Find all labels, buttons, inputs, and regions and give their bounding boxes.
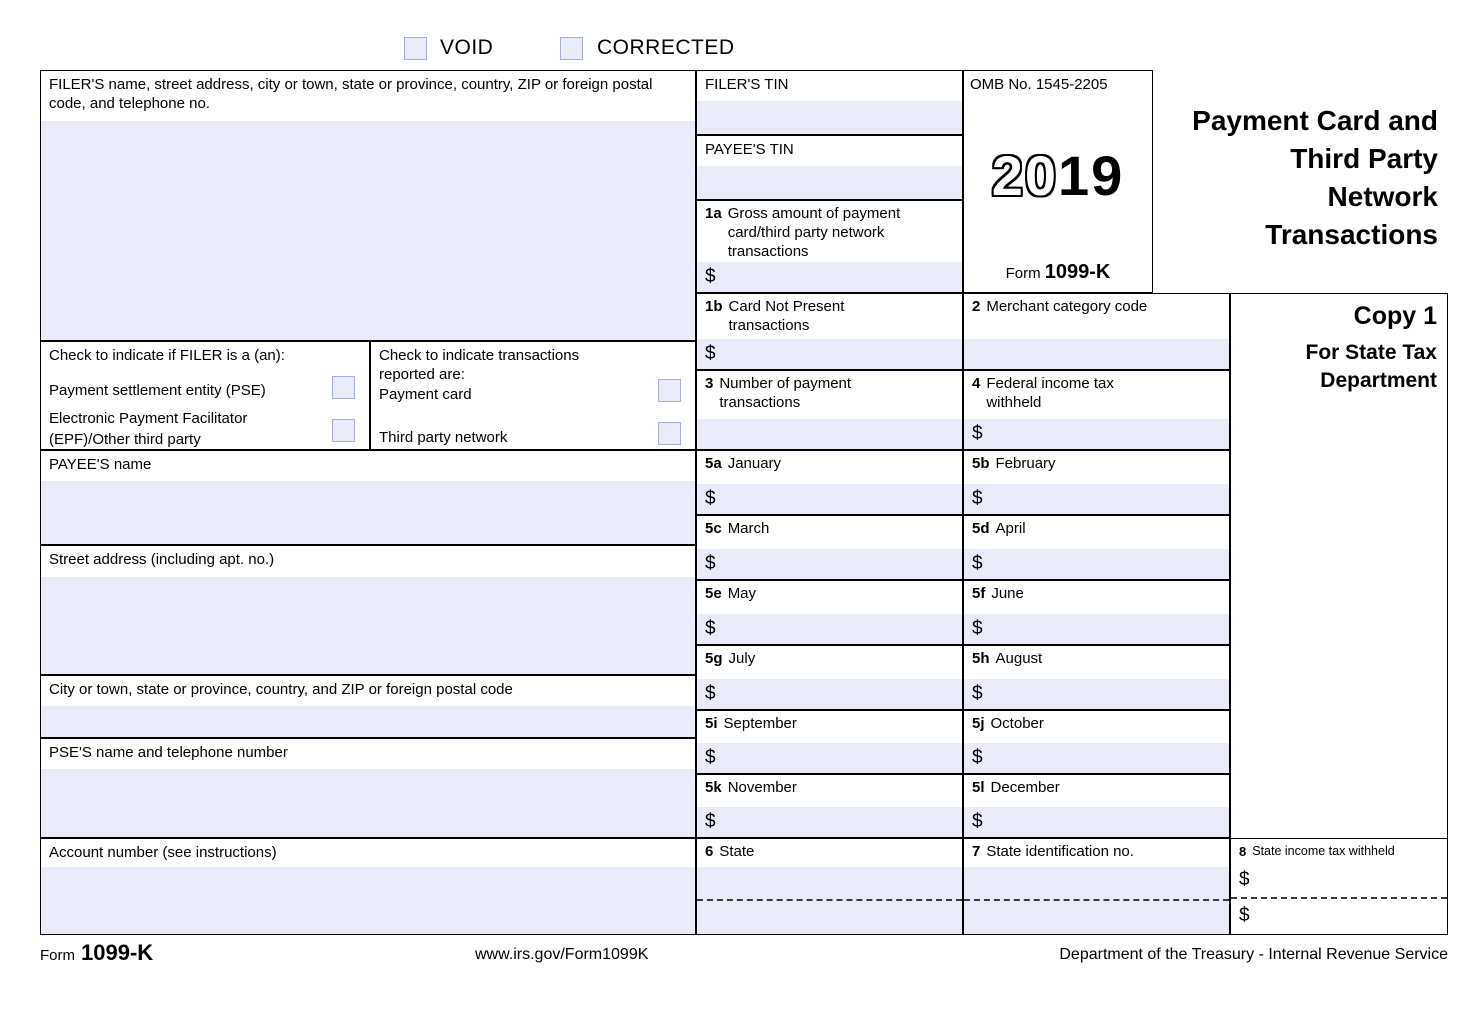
box-2 [963,293,1230,370]
box-6-field [697,867,962,934]
box-5f-number: 5f [972,585,986,602]
city-input[interactable] [41,706,695,737]
box-5a-amount-input[interactable] [697,484,962,514]
box-1a-label: Gross amount of payment card/third party network transactions [727,205,901,260]
tax-year-suffix: 19 [1058,144,1125,207]
irs-url: www.irs.gov/Form1099K [475,946,649,963]
dollar-sign: $ [705,811,716,832]
box-5k-amount-input[interactable] [697,807,962,837]
filers-tin-input[interactable] [697,101,962,134]
omb-number: OMB No. 1545-2205 [970,76,1108,93]
payment-card-option-label: Payment card [379,386,472,403]
box-1b-number: 1b [705,298,723,315]
box-5a [696,450,963,515]
corrected-label: CORRECTED [597,36,735,59]
filer-check-section [40,341,370,450]
transactions-check-section [370,341,696,450]
box-1a-number: 1a [705,205,722,222]
box-4-amount-input[interactable] [964,419,1229,449]
box-5l-number: 5l [972,779,985,796]
dollar-sign: $ [705,343,716,364]
form-title-line: Third Party [1290,143,1438,174]
pse-option-label: Payment settlement entity (PSE) [49,382,266,399]
dollar-sign: $ [705,618,716,639]
box-8 [1230,838,1448,935]
box-5k-label: November [727,779,797,796]
box-5f-amount-input[interactable] [964,614,1229,644]
payee-name-box [40,450,696,545]
copy-name: Copy 1 [1353,302,1437,330]
box-5i [696,710,963,774]
city-box [40,675,696,738]
box-5l-label: December [990,779,1060,796]
box-5d-label: April [995,520,1026,537]
street-address-label: Street address (including apt. no.) [49,551,275,568]
box-5l [963,774,1230,838]
payees-tin-input[interactable] [697,166,962,199]
box-5c [696,515,963,580]
box-5i-number: 5i [705,715,718,732]
dollar-sign: $ [972,683,983,704]
box-1b-amount-input[interactable] [697,339,962,369]
box-5f-label: June [991,585,1024,602]
dollar-sign: $ [705,488,716,509]
dollar-sign: $ [972,811,983,832]
dollar-sign: $ [972,553,983,574]
state-input-row2[interactable] [697,901,962,935]
dollar-sign: $ [972,618,983,639]
box-5j-amount-input[interactable] [964,743,1229,773]
payees-tin-label: PAYEE'S TIN [705,141,794,158]
box-5a-number: 5a [705,455,722,472]
box-5k-number: 5k [705,779,722,796]
state-id-input-row2[interactable] [964,901,1229,935]
box-5j-label: October [990,715,1044,732]
payee-name-input[interactable] [41,481,695,544]
epf-checkbox[interactable] [332,419,355,442]
box-1a-amount-input[interactable] [697,262,962,292]
box-1a [696,200,963,293]
box-8-field [1231,863,1447,934]
void-label: VOID [440,36,494,59]
box-2-input[interactable] [964,339,1229,369]
omb-box [963,70,1153,293]
form-title-line: Transactions [1265,219,1438,250]
box-5h-number: 5h [972,650,990,667]
box-5d [963,515,1230,580]
form-word: Form [1005,265,1041,282]
box-5k [696,774,963,838]
box-5h-amount-input[interactable] [964,679,1229,709]
payees-tin-box [696,135,963,200]
box-5h-label: August [995,650,1043,667]
pse-checkbox[interactable] [332,376,355,399]
box-5g [696,645,963,710]
copy-area [1230,293,1448,838]
dollar-sign: $ [972,423,983,444]
corrected-checkbox[interactable] [560,37,583,60]
box-5c-amount-input[interactable] [697,549,962,579]
pse-name-box [40,738,696,838]
box-5e-number: 5e [705,585,722,602]
box-5c-number: 5c [705,520,722,537]
state-tax-input-row1[interactable] [1231,863,1447,899]
box-6-number: 6 [705,843,714,860]
dollar-sign: $ [705,266,716,287]
void-checkbox[interactable] [404,37,427,60]
account-number-input[interactable] [41,867,695,934]
pse-name-input[interactable] [41,769,695,837]
copy-for-text: For State Tax Department [1305,341,1437,392]
box-1b [696,293,963,370]
pse-name-label: PSE'S name and telephone number [49,744,288,761]
footer-form-word: Form [40,947,75,964]
account-number-box [40,838,696,935]
dollar-sign: $ [1239,869,1250,890]
payee-name-label: PAYEE'S name [49,456,152,473]
box-5j-number: 5j [972,715,985,732]
form-title [1153,70,1448,293]
box-5i-amount-input[interactable] [697,743,962,773]
form-title-line: Network [1327,181,1438,212]
filers-tin-label: FILER'S TIN [705,76,789,93]
form-number-block [964,261,1152,284]
box-7-label: State identification no. [986,843,1134,860]
tax-year [964,143,1152,208]
dollar-sign: $ [705,553,716,574]
box-2-label: Merchant category code [986,298,1148,315]
filer-info-label: FILER'S name, street address, city or town, state or province, country, ZIP or foreign postal code, and telephone no. [49,76,653,112]
box-2-number: 2 [972,298,981,315]
treasury-department-label: Department of the Treasury - Internal Revenue Service [1059,946,1448,963]
box-3 [696,370,963,450]
box-4-label: Federal income tax withheld [986,375,1114,411]
street-address-input[interactable] [41,577,695,674]
box-5h [963,645,1230,710]
box-5d-number: 5d [972,520,990,537]
footer-form-number [40,940,153,966]
state-input-row1[interactable] [697,867,962,901]
box-5b-label: February [995,455,1056,472]
box-5b-number: 5b [972,455,990,472]
state-id-input-row1[interactable] [964,867,1229,901]
payment-card-checkbox[interactable] [658,379,681,402]
box-5g-number: 5g [705,650,723,667]
dollar-sign: $ [972,488,983,509]
box-6-label: State [719,843,755,860]
box-3-label: Number of payment transactions [719,375,852,411]
dollar-sign: $ [705,683,716,704]
box-5d-amount-input[interactable] [964,549,1229,579]
box-5g-amount-input[interactable] [697,679,962,709]
third-party-network-checkbox[interactable] [658,422,681,445]
box-5a-label: January [727,455,782,472]
box-5b-amount-input[interactable] [964,484,1229,514]
dollar-sign: $ [705,747,716,768]
filer-check-heading: Check to indicate if FILER is a (an): [49,347,285,364]
dollar-sign: $ [1239,904,1250,926]
box-5b [963,450,1230,515]
box-7 [963,838,1230,935]
tax-year-prefix: 20 [991,144,1058,207]
form-title-line: Payment Card and [1192,105,1438,136]
box-5g-label: July [728,650,756,667]
box-3-input[interactable] [697,419,962,449]
epf-option-label: Electronic Payment Facilitator (EPF)/Other third party [49,410,248,448]
box-1b-label: Card Not Present transactions [728,298,845,334]
filers-tin-box [696,70,963,135]
box-4-number: 4 [972,375,981,392]
street-address-box [40,545,696,675]
box-5j [963,710,1230,774]
dollar-sign: $ [972,747,983,768]
filer-info-box [40,70,696,341]
state-tax-input-row2[interactable] [1231,899,1447,935]
city-label: City or town, state or province, country, and ZIP or foreign postal code [49,681,513,698]
box-7-number: 7 [972,843,981,860]
box-7-field [964,867,1229,934]
box-5e [696,580,963,645]
box-5l-amount-input[interactable] [964,807,1229,837]
footer-form-id: 1099-K [81,940,154,965]
box-5f [963,580,1230,645]
filer-info-input[interactable] [41,121,695,340]
box-5c-label: March [727,520,770,537]
form-number: 1099-K [1044,261,1111,283]
box-5e-amount-input[interactable] [697,614,962,644]
box-8-number: 8 [1239,844,1247,859]
third-party-network-option-label: Third party network [379,429,508,446]
transactions-check-heading: Check to indicate transactions reported are: [379,347,580,383]
box-5e-label: May [727,585,757,602]
box-8-label: State income tax withheld [1252,844,1395,858]
box-5i-label: September [723,715,797,732]
box-6 [696,838,963,935]
box-3-number: 3 [705,375,714,392]
box-4 [963,370,1230,450]
account-number-label: Account number (see instructions) [49,844,277,861]
